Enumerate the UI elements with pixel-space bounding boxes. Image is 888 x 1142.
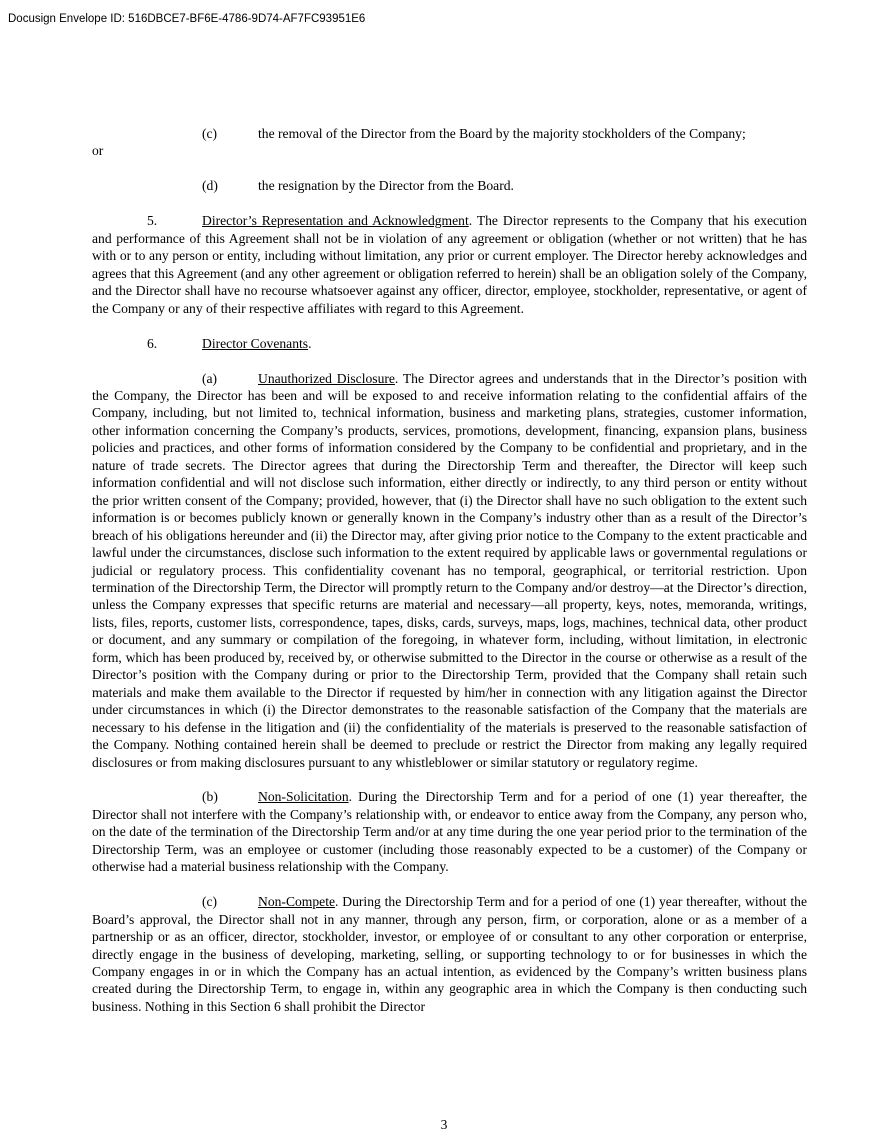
section-6c-body: . During the Directorship Term and for a period of one (1) year thereafter, without the Board’s approval, the Director shall not in any manner, through any person, firm, or corporation, alone or as a member of a partnership or as an officer, director, stockholder, investor, or employee of or consultant to any other corporation or enterprise, directly engage in the business of developing, marketing, selling, or supporting technology to or for businesses in which the Company engages in or in which the Company has an actual intention, as evidenced by the Company’s written business plans created during the Directorship Term, to engage in, within any geographic area in which the Company is then conducting such business. Nothing in this Section 6 shall prohibit the Director [92, 894, 807, 1014]
section-6a-heading: Unauthorized Disclosure [258, 370, 395, 386]
document-page [92, 125, 807, 1015]
item-c-label: (c) [202, 126, 218, 141]
section-6 [92, 335, 807, 352]
item-d [92, 177, 807, 194]
item-or: or [92, 143, 104, 159]
section-6c [92, 893, 807, 1015]
section-6b-body: . During the Directorship Term and for a period of one (1) year thereafter, the Director shall not interfere with the Company’s relationship with, or endeavor to entice away from the Company, any person who, on the date of the termination of the Directorship Term and/or at any time during the one year period prior to the termination of the Directorship Term, was an employee or customer (including those reasonably expected to be a customer) of the Company or otherwise had a material business relationship with the Company. [92, 789, 807, 875]
item-c-text: the removal of the Director from the Board by the majority stockholders of the Company; [258, 126, 746, 141]
section-6c-heading: Non-Compete [258, 894, 336, 910]
page-number: 3 [440, 1117, 448, 1132]
section-6a-body: . The Director agrees and understands that in the Director’s position with the Company, the Director has been and will be exposed to and receive information relating to the confidential affairs of the Company, including, but not limited to, technical information, business and marketing plans, strategies, customer information, other information concerning the Company’s products, services, promotions, development, financing, expansion plans, business policies and practices, and other forms of information considered by the Company to be confidential and proprietary, and in the nature of trade secrets. The Director agrees that during the Directorship Term and thereafter, the Director will keep such information confidential and will not disclose such information, either directly or indirectly, to any third person or entity without the prior written consent of the Company; provided, however, that (i) the Director shall have no such obligation to the extent such information is or becomes publicly known or generally known in the Company’s industry other than as a result of the Director’s breach of his obligations hereunder and (ii) the Director may, after giving prior notice to the Company to the extent practicable and lawful under the circumstances, disclose such information to the extent required by applicable laws or governmental regulations or judicial or regulatory process. This confidentiality covenant has no temporal, geographical, or territorial restriction. Upon termination of the Directorship Term, the Director will promptly return to the Company and/or destroy—at the Director’s direction, unless the Company expresses that specific returns are material and necessary—all property, keys, notes, memoranda, writings, lists, files, reports, customer lists, correspondence, tapes, disks, cards, surveys, maps, logs, machines, technical data, other product or document, and any summary or compilation of the foregoing, in whatever form, including, without limitation, in electronic form, which has been produced by, received by, or otherwise submitted to the Director in the course or otherwise as a result of the Director’s position with the Company during or prior to the Directorship Term, provided that the Company shall retain such materials and make them available to the Director if requested by him/her in connection with any litigation against the Director under circumstances in which (i) the Director demonstrates to the reasonable satisfaction of the Company that the materials are necessary to his defense in the litigation and (ii) the confidentiality of the materials is preserved to the reasonable satisfaction of the Company. Nothing contained herein shall be deemed to preclude or restrict the Director from making any legally required disclosures or from making disclosures pursuant to any whistleblower or similar statutory or regulatory regime. [92, 370, 807, 770]
section-5-number: 5. [147, 213, 158, 229]
item-d-text: the resignation by the Director from the Board. [258, 178, 514, 194]
section-6b [92, 788, 807, 875]
item-c [92, 125, 807, 142]
section-5-heading: Director’s Representation and Acknowledgment [202, 213, 469, 229]
section-6-heading-end: . [308, 335, 312, 351]
section-6b-heading: Non-Solicitation [258, 789, 349, 805]
section-6b-label: (b) [202, 789, 218, 805]
section-6-heading: Director Covenants [202, 335, 309, 351]
envelope-id: Docusign Envelope ID: 516DBCE7-BF6E-4786-9D74-AF7FC93951E6 [8, 13, 366, 25]
section-6a-label: (a) [202, 370, 218, 386]
section-6c-label: (c) [202, 894, 218, 910]
section-5-body: . The Director represents to the Company that his execution and performance of this Agreement shall not be in violation of any agreement or obligation (whether or not written) that he has with or to any person or entity, including without limitation, any prior or current employer. The Director hereby acknowledges and agrees that this Agreement (and any other agreement or obligation referred to herein) shall be an obligation solely of the Company, and the Director shall have no recourse whatsoever against any officer, director, employee, stockholder, representative, or agent of the Company or any of their respective affiliates with regard to this Agreement. [92, 213, 807, 316]
section-6-number: 6. [147, 335, 158, 351]
section-5 [92, 212, 807, 317]
section-6a [92, 370, 807, 771]
item-d-label: (d) [202, 178, 218, 194]
